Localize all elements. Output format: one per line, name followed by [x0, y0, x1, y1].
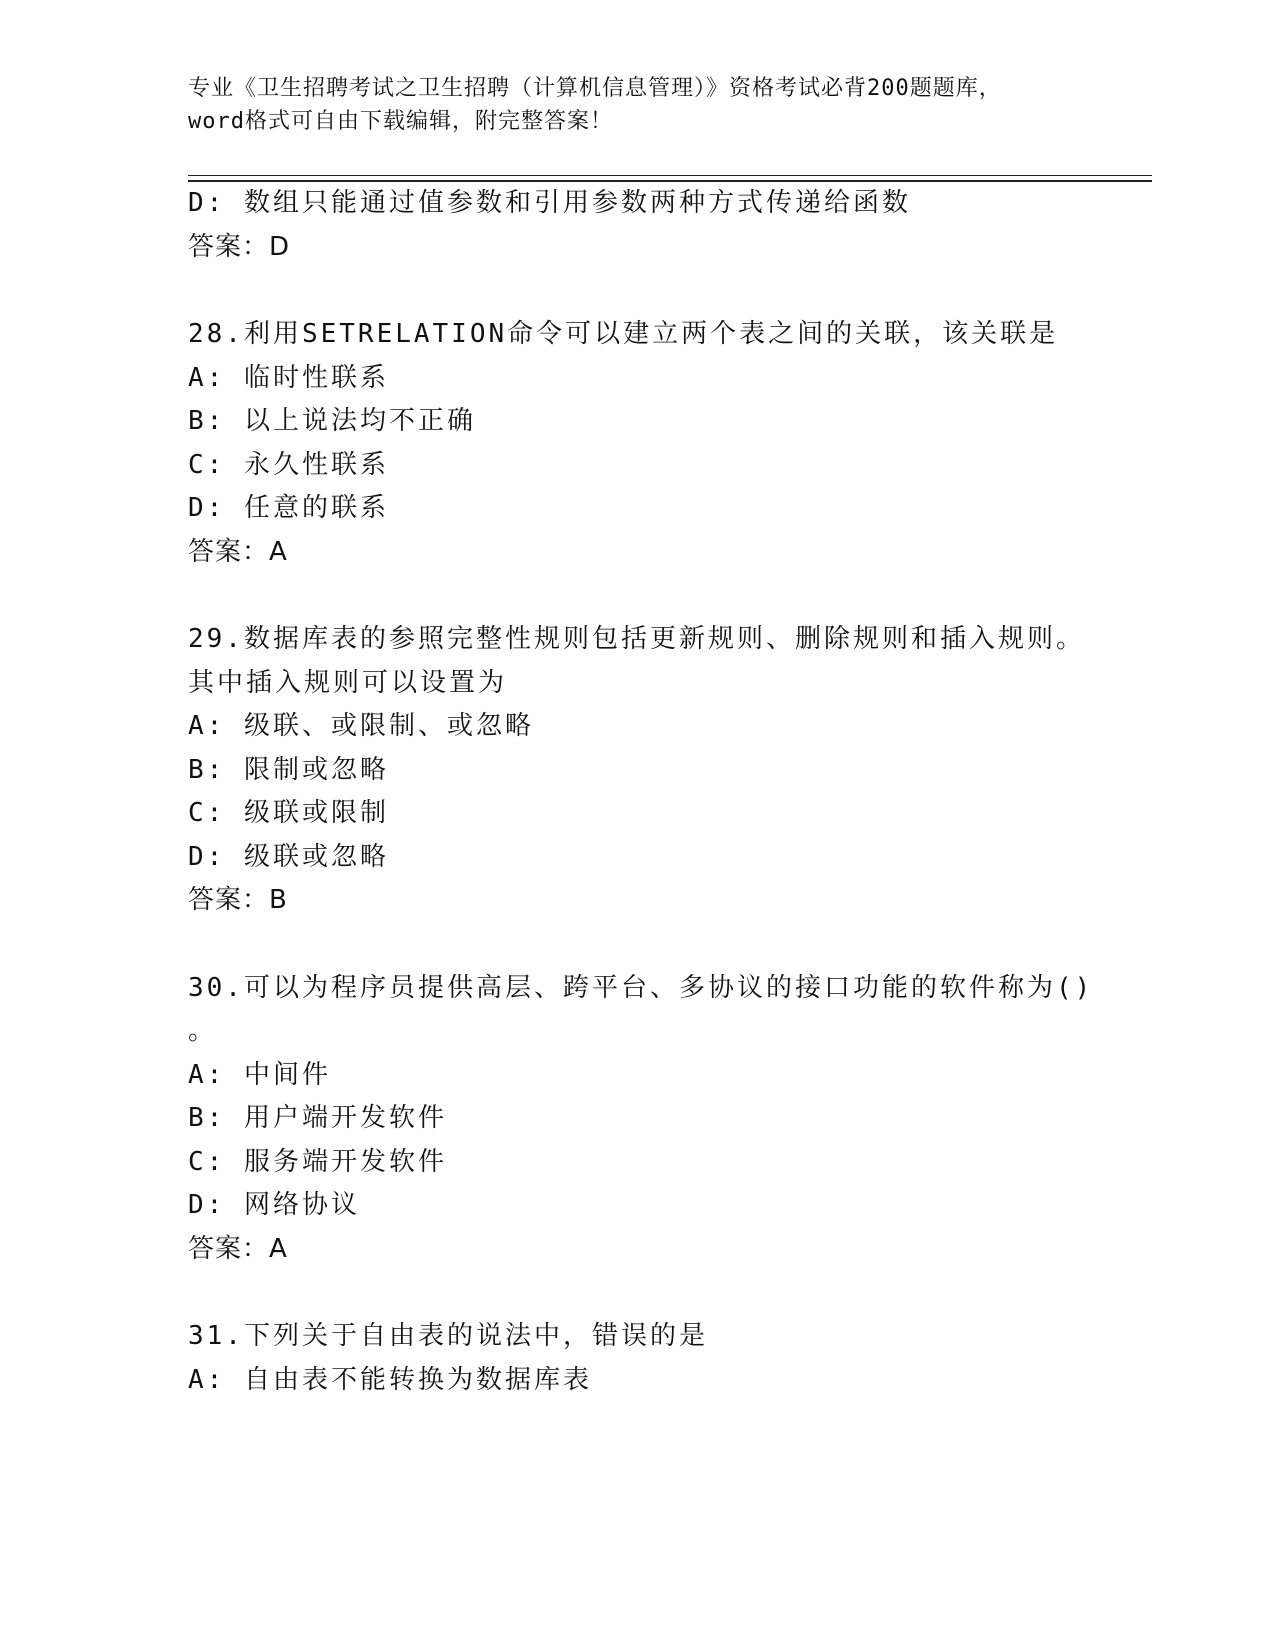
header-divider-thick: [188, 180, 1152, 182]
q30-answer: 答案：A: [188, 1234, 288, 1264]
q30-option-c: C: 服务端开发软件: [188, 1147, 447, 1177]
q29-option-d: D: 级联或忽略: [188, 842, 389, 872]
header-divider-thin: [188, 175, 1152, 176]
q31-question: 31.下列关于自由表的说法中，错误的是: [188, 1321, 708, 1351]
q29-option-c: C: 级联或限制: [188, 798, 389, 828]
q28-answer: 答案：A: [188, 537, 288, 567]
q30-question-line-1: 30.可以为程序员提供高层、跨平台、多协议的接口功能的软件称为(): [188, 973, 1094, 1003]
header-line-2: word格式可自由下载编辑，附完整答案！: [188, 109, 613, 134]
q29-question-line-1: 29.数据库表的参照完整性规则包括更新规则、删除规则和插入规则。: [188, 624, 1085, 654]
q30-question-line-2: 。: [188, 1016, 218, 1046]
prev-option-d: D: 数组只能通过值参数和引用参数两种方式传递给函数: [188, 188, 911, 218]
q29-option-a: A: 级联、或限制、或忽略: [188, 711, 534, 741]
q30-option-b: B: 用户端开发软件: [188, 1103, 447, 1133]
q28-option-b: B: 以上说法均不正确: [188, 406, 476, 436]
q29-answer: 答案：B: [188, 885, 288, 915]
header-line-1: 专业《卫生招聘考试之卫生招聘（计算机信息管理）》资格考试必背200题题库，: [188, 76, 1002, 101]
q28-question: 28.利用SETRELATION命令可以建立两个表之间的关联，该关联是: [188, 319, 1059, 349]
q29-question-line-2: 其中插入规则可以设置为: [188, 668, 508, 698]
q31-option-a: A: 自由表不能转换为数据库表: [188, 1365, 592, 1395]
q29-option-b: B: 限制或忽略: [188, 755, 389, 785]
q30-option-a: A: 中间件: [188, 1060, 331, 1090]
q28-option-d: D: 任意的联系: [188, 493, 389, 523]
q30-option-d: D: 网络协议: [188, 1190, 360, 1220]
q28-option-a: A: 临时性联系: [188, 363, 389, 393]
q28-option-c: C: 永久性联系: [188, 450, 389, 480]
document-header: [188, 72, 1088, 138]
prev-answer: 答案：D: [188, 232, 291, 262]
